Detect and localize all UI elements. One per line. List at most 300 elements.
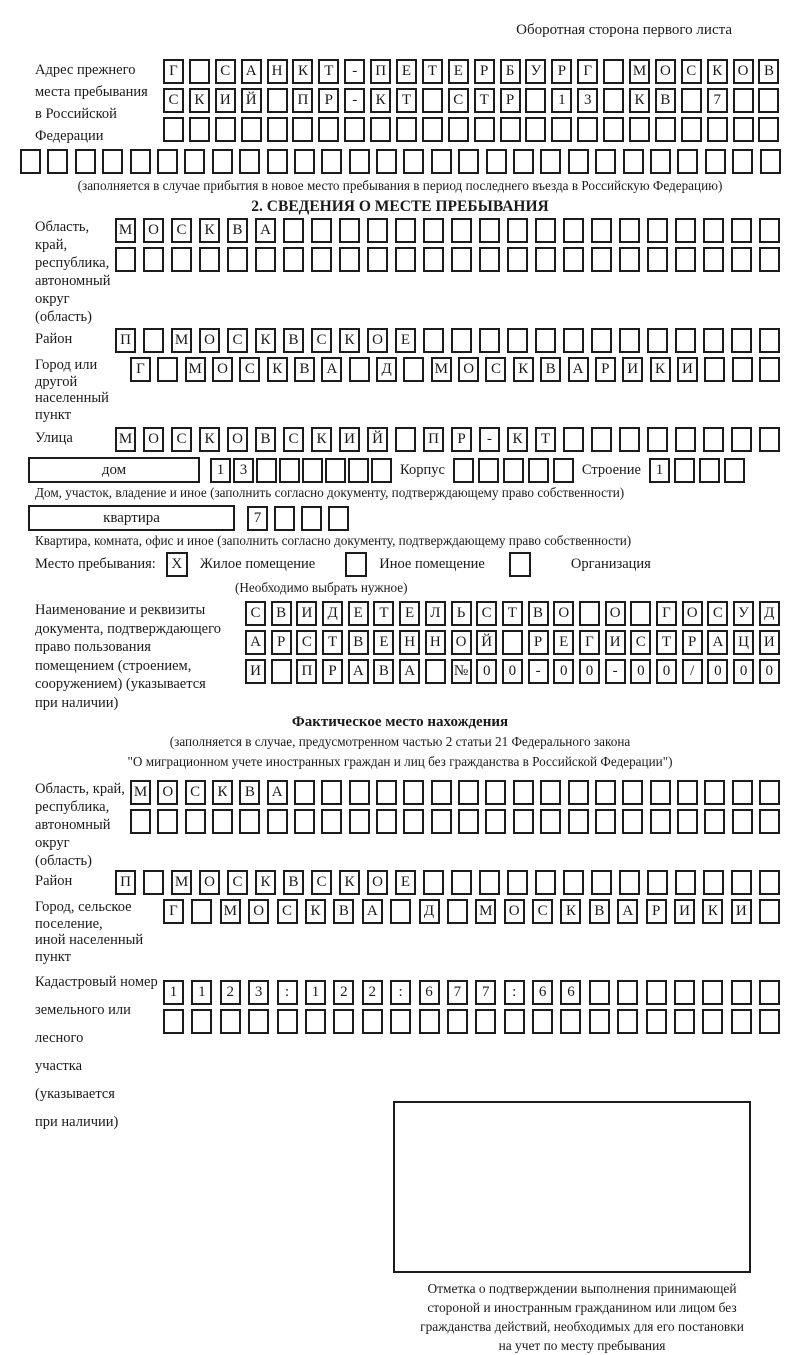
char-cell[interactable]: А xyxy=(255,218,276,243)
char-cell[interactable] xyxy=(760,149,781,174)
char-cell[interactable] xyxy=(431,149,452,174)
char-cell[interactable]: В xyxy=(294,357,315,382)
char-cell[interactable]: А xyxy=(399,659,420,684)
char-cell[interactable]: К xyxy=(370,88,391,113)
char-cell[interactable]: М xyxy=(185,357,206,382)
char-cell[interactable] xyxy=(143,247,164,272)
char-cell[interactable]: С xyxy=(476,601,497,626)
char-cell[interactable]: 3 xyxy=(577,88,598,113)
char-cell[interactable]: № xyxy=(451,659,472,684)
char-cell[interactable] xyxy=(759,809,780,834)
char-cell[interactable] xyxy=(724,458,745,483)
char-cell[interactable] xyxy=(759,427,780,452)
char-cell[interactable]: Ц xyxy=(733,630,754,655)
char-cell[interactable] xyxy=(629,117,650,142)
char-cell[interactable]: С xyxy=(681,59,702,84)
char-cell[interactable]: В xyxy=(589,899,610,924)
char-cell[interactable]: С xyxy=(215,59,236,84)
checkbox-other-premises[interactable] xyxy=(345,552,367,577)
char-cell[interactable] xyxy=(157,357,178,382)
char-cell[interactable]: С xyxy=(311,328,332,353)
char-cell[interactable]: С xyxy=(239,357,260,382)
char-cell[interactable] xyxy=(143,328,164,353)
char-cell[interactable] xyxy=(759,357,780,382)
char-cell[interactable] xyxy=(255,247,276,272)
char-cell[interactable]: П xyxy=(296,659,317,684)
char-cell[interactable] xyxy=(339,247,360,272)
char-cell[interactable]: М xyxy=(629,59,650,84)
char-cell[interactable]: К xyxy=(650,357,671,382)
char-cell[interactable]: О xyxy=(157,780,178,805)
char-cell[interactable] xyxy=(513,149,534,174)
char-cell[interactable]: И xyxy=(296,601,317,626)
char-cell[interactable] xyxy=(525,88,546,113)
char-cell[interactable]: В xyxy=(227,218,248,243)
char-cell[interactable]: Т xyxy=(535,427,556,452)
char-cell[interactable]: И xyxy=(759,630,780,655)
char-cell[interactable] xyxy=(704,357,725,382)
char-cell[interactable]: И xyxy=(674,899,695,924)
char-cell[interactable] xyxy=(395,427,416,452)
char-cell[interactable]: О xyxy=(655,59,676,84)
char-cell[interactable] xyxy=(189,117,210,142)
char-cell[interactable]: М xyxy=(115,427,136,452)
char-cell[interactable] xyxy=(191,1009,212,1034)
char-cell[interactable]: - xyxy=(344,88,365,113)
char-cell[interactable]: Г xyxy=(163,59,184,84)
char-cell[interactable]: Р xyxy=(271,630,292,655)
char-cell[interactable]: Т xyxy=(373,601,394,626)
char-cell[interactable]: Д xyxy=(759,601,780,626)
char-cell[interactable]: О xyxy=(199,870,220,895)
char-cell[interactable]: О xyxy=(458,357,479,382)
char-cell[interactable]: С xyxy=(532,899,553,924)
char-cell[interactable]: О xyxy=(553,601,574,626)
char-cell[interactable]: Р xyxy=(451,427,472,452)
char-cell[interactable] xyxy=(759,218,780,243)
char-cell[interactable] xyxy=(619,247,640,272)
char-cell[interactable]: 2 xyxy=(220,980,241,1005)
char-cell[interactable] xyxy=(589,1009,610,1034)
char-cell[interactable]: В xyxy=(528,601,549,626)
char-cell[interactable] xyxy=(513,809,534,834)
char-cell[interactable] xyxy=(423,218,444,243)
char-cell[interactable] xyxy=(759,980,780,1005)
char-cell[interactable] xyxy=(674,1009,695,1034)
char-cell[interactable] xyxy=(479,247,500,272)
char-cell[interactable] xyxy=(453,458,474,483)
char-cell[interactable] xyxy=(732,149,753,174)
char-cell[interactable] xyxy=(731,247,752,272)
char-cell[interactable] xyxy=(403,149,424,174)
char-cell[interactable] xyxy=(591,247,612,272)
char-cell[interactable]: Р xyxy=(474,59,495,84)
char-cell[interactable] xyxy=(563,247,584,272)
char-cell[interactable] xyxy=(619,328,640,353)
char-cell[interactable] xyxy=(563,328,584,353)
char-cell[interactable]: С xyxy=(707,601,728,626)
char-cell[interactable] xyxy=(318,117,339,142)
char-cell[interactable]: Д xyxy=(419,899,440,924)
char-cell[interactable]: В xyxy=(271,601,292,626)
char-cell[interactable] xyxy=(535,218,556,243)
char-cell[interactable]: : xyxy=(390,980,411,1005)
char-cell[interactable]: О xyxy=(143,218,164,243)
char-cell[interactable] xyxy=(321,149,342,174)
char-cell[interactable] xyxy=(248,1009,269,1034)
char-cell[interactable]: 1 xyxy=(305,980,326,1005)
char-cell[interactable]: Р xyxy=(646,899,667,924)
char-cell[interactable]: И xyxy=(622,357,643,382)
char-cell[interactable] xyxy=(294,149,315,174)
char-cell[interactable]: О xyxy=(143,427,164,452)
char-cell[interactable]: С xyxy=(283,427,304,452)
char-cell[interactable] xyxy=(256,458,277,483)
char-cell[interactable] xyxy=(419,1009,440,1034)
char-cell[interactable] xyxy=(474,117,495,142)
char-cell[interactable] xyxy=(674,980,695,1005)
char-cell[interactable] xyxy=(403,809,424,834)
char-cell[interactable]: 0 xyxy=(733,659,754,684)
char-cell[interactable] xyxy=(486,149,507,174)
char-cell[interactable]: - xyxy=(479,427,500,452)
char-cell[interactable] xyxy=(591,427,612,452)
char-cell[interactable] xyxy=(163,117,184,142)
char-cell[interactable] xyxy=(630,601,651,626)
char-cell[interactable] xyxy=(674,458,695,483)
char-cell[interactable] xyxy=(349,809,370,834)
char-cell[interactable]: 6 xyxy=(419,980,440,1005)
char-cell[interactable] xyxy=(163,1009,184,1034)
char-cell[interactable]: 1 xyxy=(191,980,212,1005)
char-cell[interactable] xyxy=(603,59,624,84)
apartment-field[interactable]: квартира xyxy=(28,505,235,531)
char-cell[interactable] xyxy=(325,458,346,483)
char-cell[interactable] xyxy=(622,780,643,805)
char-cell[interactable]: К xyxy=(339,328,360,353)
char-cell[interactable]: Т xyxy=(474,88,495,113)
char-cell[interactable] xyxy=(339,218,360,243)
char-cell[interactable] xyxy=(675,427,696,452)
char-cell[interactable] xyxy=(184,149,205,174)
char-cell[interactable] xyxy=(271,659,292,684)
char-cell[interactable] xyxy=(732,809,753,834)
char-cell[interactable] xyxy=(528,458,549,483)
char-cell[interactable]: И xyxy=(215,88,236,113)
char-cell[interactable]: О xyxy=(367,328,388,353)
char-cell[interactable]: К xyxy=(702,899,723,924)
char-cell[interactable] xyxy=(479,218,500,243)
char-cell[interactable] xyxy=(535,870,556,895)
char-cell[interactable] xyxy=(390,899,411,924)
char-cell[interactable] xyxy=(703,870,724,895)
char-cell[interactable]: К xyxy=(707,59,728,84)
char-cell[interactable] xyxy=(681,88,702,113)
char-cell[interactable] xyxy=(267,88,288,113)
char-cell[interactable]: М xyxy=(171,328,192,353)
char-cell[interactable]: С xyxy=(227,870,248,895)
char-cell[interactable]: У xyxy=(525,59,546,84)
char-cell[interactable] xyxy=(283,247,304,272)
char-cell[interactable] xyxy=(301,506,322,531)
char-cell[interactable]: И xyxy=(245,659,266,684)
char-cell[interactable]: С xyxy=(245,601,266,626)
char-cell[interactable]: 0 xyxy=(630,659,651,684)
char-cell[interactable] xyxy=(732,780,753,805)
char-cell[interactable] xyxy=(451,328,472,353)
char-cell[interactable] xyxy=(294,809,315,834)
char-cell[interactable]: К xyxy=(339,870,360,895)
char-cell[interactable]: М xyxy=(115,218,136,243)
char-cell[interactable]: С xyxy=(171,218,192,243)
char-cell[interactable]: 3 xyxy=(248,980,269,1005)
char-cell[interactable]: К xyxy=(513,357,534,382)
char-cell[interactable] xyxy=(646,1009,667,1034)
char-cell[interactable]: Е xyxy=(395,870,416,895)
char-cell[interactable] xyxy=(595,809,616,834)
char-cell[interactable] xyxy=(403,357,424,382)
char-cell[interactable]: 3 xyxy=(233,458,254,483)
char-cell[interactable]: С xyxy=(630,630,651,655)
char-cell[interactable]: И xyxy=(731,899,752,924)
char-cell[interactable] xyxy=(732,357,753,382)
char-cell[interactable] xyxy=(267,117,288,142)
char-cell[interactable]: Л xyxy=(425,601,446,626)
char-cell[interactable]: 7 xyxy=(707,88,728,113)
char-cell[interactable] xyxy=(553,458,574,483)
char-cell[interactable]: К xyxy=(199,218,220,243)
char-cell[interactable] xyxy=(568,780,589,805)
char-cell[interactable] xyxy=(102,149,123,174)
char-cell[interactable]: К xyxy=(560,899,581,924)
char-cell[interactable]: Р xyxy=(551,59,572,84)
char-cell[interactable] xyxy=(647,427,668,452)
char-cell[interactable]: В xyxy=(373,659,394,684)
char-cell[interactable] xyxy=(423,247,444,272)
char-cell[interactable] xyxy=(279,458,300,483)
char-cell[interactable]: П xyxy=(370,59,391,84)
char-cell[interactable] xyxy=(758,117,779,142)
char-cell[interactable] xyxy=(504,1009,525,1034)
char-cell[interactable]: К xyxy=(255,870,276,895)
char-cell[interactable] xyxy=(623,149,644,174)
char-cell[interactable]: М xyxy=(171,870,192,895)
char-cell[interactable]: О xyxy=(199,328,220,353)
char-cell[interactable]: О xyxy=(212,357,233,382)
char-cell[interactable]: К xyxy=(212,780,233,805)
char-cell[interactable] xyxy=(349,149,370,174)
char-cell[interactable] xyxy=(677,780,698,805)
char-cell[interactable]: 6 xyxy=(532,980,553,1005)
char-cell[interactable]: И xyxy=(677,357,698,382)
char-cell[interactable] xyxy=(305,1009,326,1034)
char-cell[interactable]: О xyxy=(605,601,626,626)
char-cell[interactable]: С xyxy=(163,88,184,113)
char-cell[interactable] xyxy=(458,780,479,805)
char-cell[interactable] xyxy=(677,149,698,174)
char-cell[interactable]: М xyxy=(431,357,452,382)
char-cell[interactable]: 0 xyxy=(476,659,497,684)
char-cell[interactable] xyxy=(215,117,236,142)
char-cell[interactable] xyxy=(731,218,752,243)
char-cell[interactable]: Й xyxy=(241,88,262,113)
char-cell[interactable]: А xyxy=(568,357,589,382)
checkbox-residential-premises[interactable]: X xyxy=(166,552,188,577)
char-cell[interactable] xyxy=(20,149,41,174)
char-cell[interactable] xyxy=(507,247,528,272)
char-cell[interactable]: 1 xyxy=(551,88,572,113)
char-cell[interactable]: С xyxy=(227,328,248,353)
char-cell[interactable]: Т xyxy=(502,601,523,626)
char-cell[interactable] xyxy=(704,780,725,805)
char-cell[interactable]: Т xyxy=(656,630,677,655)
char-cell[interactable]: 1 xyxy=(163,980,184,1005)
char-cell[interactable] xyxy=(403,780,424,805)
char-cell[interactable] xyxy=(423,870,444,895)
char-cell[interactable]: Т xyxy=(422,59,443,84)
char-cell[interactable]: А xyxy=(348,659,369,684)
char-cell[interactable]: К xyxy=(199,427,220,452)
char-cell[interactable] xyxy=(311,247,332,272)
char-cell[interactable]: Й xyxy=(476,630,497,655)
char-cell[interactable]: Г xyxy=(656,601,677,626)
char-cell[interactable]: Р xyxy=(318,88,339,113)
char-cell[interactable]: Й xyxy=(367,427,388,452)
char-cell[interactable] xyxy=(267,149,288,174)
char-cell[interactable] xyxy=(227,247,248,272)
char-cell[interactable] xyxy=(703,427,724,452)
char-cell[interactable] xyxy=(702,980,723,1005)
char-cell[interactable] xyxy=(422,117,443,142)
char-cell[interactable] xyxy=(532,1009,553,1034)
char-cell[interactable] xyxy=(75,149,96,174)
char-cell[interactable] xyxy=(731,980,752,1005)
char-cell[interactable]: П xyxy=(423,427,444,452)
char-cell[interactable] xyxy=(376,809,397,834)
char-cell[interactable]: Р xyxy=(322,659,343,684)
char-cell[interactable] xyxy=(395,247,416,272)
char-cell[interactable] xyxy=(458,809,479,834)
char-cell[interactable]: А xyxy=(617,899,638,924)
char-cell[interactable]: А xyxy=(245,630,266,655)
char-cell[interactable] xyxy=(591,218,612,243)
char-cell[interactable]: К xyxy=(311,427,332,452)
char-cell[interactable]: 0 xyxy=(759,659,780,684)
char-cell[interactable] xyxy=(349,780,370,805)
char-cell[interactable] xyxy=(277,1009,298,1034)
char-cell[interactable] xyxy=(212,809,233,834)
char-cell[interactable] xyxy=(535,328,556,353)
char-cell[interactable]: П xyxy=(115,328,136,353)
char-cell[interactable]: С xyxy=(485,357,506,382)
char-cell[interactable] xyxy=(451,870,472,895)
char-cell[interactable]: 0 xyxy=(707,659,728,684)
char-cell[interactable]: Е xyxy=(396,59,417,84)
char-cell[interactable] xyxy=(344,117,365,142)
char-cell[interactable]: С xyxy=(171,427,192,452)
char-cell[interactable]: Д xyxy=(376,357,397,382)
char-cell[interactable] xyxy=(503,458,524,483)
char-cell[interactable]: К xyxy=(507,427,528,452)
char-cell[interactable] xyxy=(220,1009,241,1034)
char-cell[interactable]: Е xyxy=(373,630,394,655)
char-cell[interactable]: А xyxy=(362,899,383,924)
char-cell[interactable] xyxy=(390,1009,411,1034)
char-cell[interactable] xyxy=(241,117,262,142)
char-cell[interactable]: 2 xyxy=(362,980,383,1005)
char-cell[interactable] xyxy=(551,117,572,142)
char-cell[interactable] xyxy=(535,247,556,272)
char-cell[interactable]: Ь xyxy=(451,601,472,626)
char-cell[interactable] xyxy=(759,870,780,895)
char-cell[interactable] xyxy=(595,149,616,174)
char-cell[interactable] xyxy=(239,149,260,174)
char-cell[interactable] xyxy=(540,809,561,834)
char-cell[interactable] xyxy=(705,149,726,174)
char-cell[interactable] xyxy=(675,218,696,243)
char-cell[interactable] xyxy=(485,780,506,805)
char-cell[interactable]: Г xyxy=(130,357,151,382)
char-cell[interactable] xyxy=(704,809,725,834)
char-cell[interactable]: Н xyxy=(399,630,420,655)
char-cell[interactable] xyxy=(702,1009,723,1034)
char-cell[interactable] xyxy=(733,117,754,142)
char-cell[interactable]: - xyxy=(344,59,365,84)
char-cell[interactable] xyxy=(759,247,780,272)
char-cell[interactable] xyxy=(622,809,643,834)
char-cell[interactable] xyxy=(478,458,499,483)
char-cell[interactable] xyxy=(619,427,640,452)
char-cell[interactable] xyxy=(579,601,600,626)
char-cell[interactable] xyxy=(563,427,584,452)
char-cell[interactable] xyxy=(475,1009,496,1034)
char-cell[interactable]: С xyxy=(448,88,469,113)
char-cell[interactable]: Е xyxy=(399,601,420,626)
char-cell[interactable] xyxy=(759,780,780,805)
checkbox-organization[interactable] xyxy=(509,552,531,577)
char-cell[interactable] xyxy=(677,809,698,834)
char-cell[interactable] xyxy=(292,117,313,142)
char-cell[interactable]: Н xyxy=(425,630,446,655)
char-cell[interactable] xyxy=(448,117,469,142)
char-cell[interactable] xyxy=(603,117,624,142)
char-cell[interactable]: В xyxy=(283,328,304,353)
char-cell[interactable] xyxy=(540,149,561,174)
char-cell[interactable]: 0 xyxy=(579,659,600,684)
char-cell[interactable]: С xyxy=(311,870,332,895)
char-cell[interactable]: Г xyxy=(579,630,600,655)
char-cell[interactable]: Р xyxy=(528,630,549,655)
char-cell[interactable]: В xyxy=(348,630,369,655)
char-cell[interactable] xyxy=(130,809,151,834)
char-cell[interactable]: О xyxy=(504,899,525,924)
char-cell[interactable]: : xyxy=(277,980,298,1005)
char-cell[interactable] xyxy=(563,870,584,895)
char-cell[interactable]: К xyxy=(305,899,326,924)
char-cell[interactable] xyxy=(513,780,534,805)
char-cell[interactable]: О xyxy=(227,427,248,452)
char-cell[interactable] xyxy=(143,870,164,895)
char-cell[interactable] xyxy=(647,247,668,272)
char-cell[interactable]: Е xyxy=(348,601,369,626)
char-cell[interactable]: 7 xyxy=(475,980,496,1005)
char-cell[interactable] xyxy=(376,780,397,805)
char-cell[interactable] xyxy=(479,328,500,353)
char-cell[interactable]: О xyxy=(367,870,388,895)
char-cell[interactable] xyxy=(647,328,668,353)
char-cell[interactable] xyxy=(675,247,696,272)
char-cell[interactable] xyxy=(321,780,342,805)
